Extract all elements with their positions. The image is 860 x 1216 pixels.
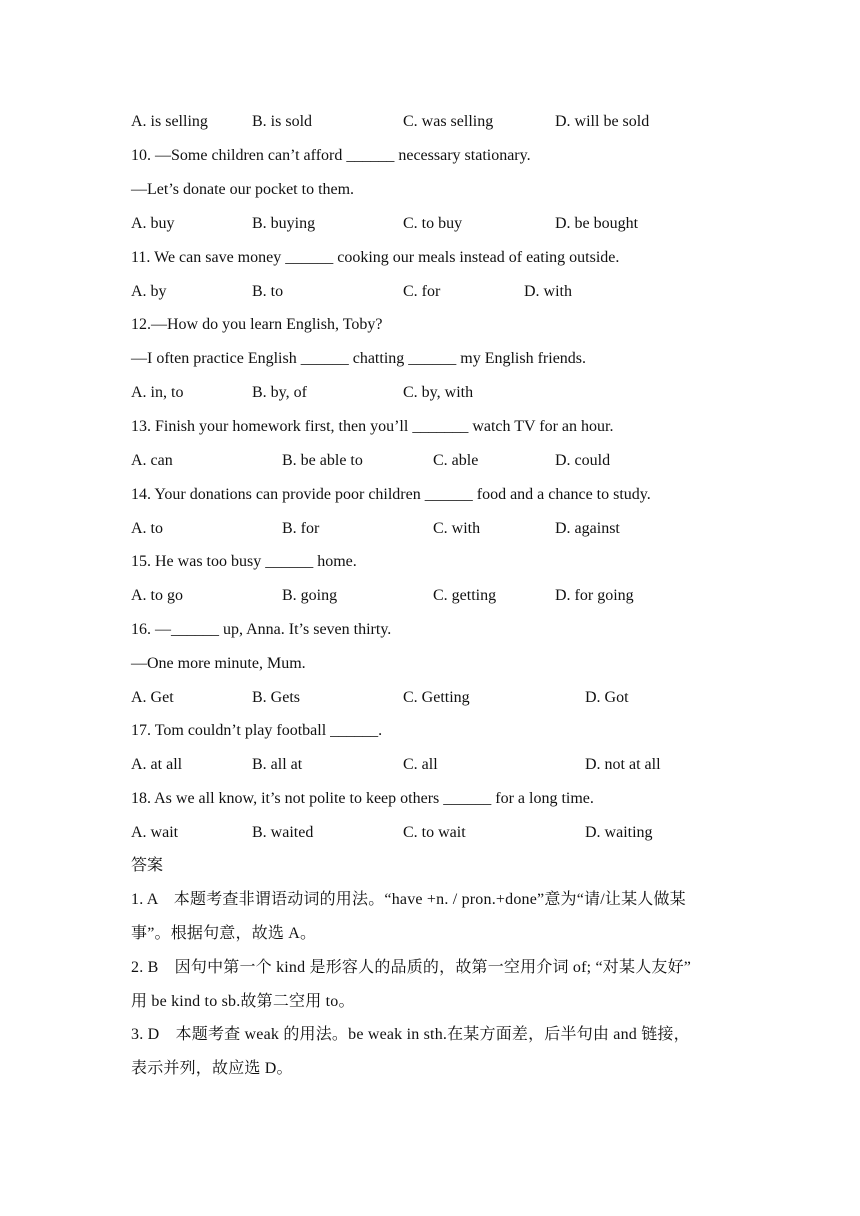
- option-b: B. Gets: [252, 689, 300, 706]
- option-b: B. be able to: [282, 452, 363, 469]
- option-d: D. Got: [585, 689, 629, 706]
- option-b: B. is sold: [252, 113, 313, 130]
- q15-stem: 15. He was too busy ______ home.: [131, 553, 357, 570]
- option-d: D. against: [555, 520, 620, 537]
- option-a: A. is selling: [131, 113, 208, 130]
- option-b: B. to: [252, 283, 284, 300]
- option-a: A. to: [131, 520, 163, 537]
- option-a: A. can: [131, 452, 173, 469]
- option-b: B. buying: [252, 215, 316, 232]
- option-d: D. could: [555, 452, 611, 469]
- option-c: C. Getting: [403, 689, 470, 706]
- option-b: B. waited: [252, 824, 314, 841]
- q14-stem: 14. Your donations can provide poor children ______ food and a chance to study.: [131, 486, 651, 503]
- q16-stem: 16. —______ up, Anna. It’s seven thirty.: [131, 621, 392, 638]
- option-d: D. be bought: [555, 215, 639, 232]
- option-c: C. by, with: [403, 384, 474, 401]
- option-b: B. for: [282, 520, 320, 537]
- q10-reply: —Let’s donate our pocket to them.: [131, 181, 355, 198]
- option-d: D. with: [524, 283, 572, 300]
- q16-reply: —One more minute, Mum.: [131, 655, 306, 672]
- answer-2-line-1: 2. B 因句中第一个 kind 是形容人的品质的，故第一空用介词 of; “对某人友好”: [131, 959, 692, 976]
- option-a: A. at all: [131, 756, 183, 773]
- option-c: C. with: [433, 520, 481, 537]
- option-a: A. Get: [131, 689, 174, 706]
- option-d: D. will be sold: [555, 113, 650, 130]
- q17-stem: 17. Tom couldn’t play football ______.: [131, 722, 383, 739]
- answer-3-line-1: 3. D 本题考查 weak 的用法。be weak in sth.在某方面差，后半句由 and 链接，: [131, 1026, 690, 1043]
- answer-2-line-2: 用 be kind to sb.故第二空用 to。: [131, 993, 355, 1010]
- answers-heading: 答案: [131, 857, 164, 874]
- option-c: C. for: [403, 283, 441, 300]
- answer-3-line-2: 表示并列，故应选 D。: [131, 1060, 293, 1077]
- option-d: D. not at all: [585, 756, 661, 773]
- answer-1-line-2: 事”。根据句意，故选 A。: [131, 925, 317, 942]
- option-a: A. in, to: [131, 384, 184, 401]
- option-a: A. by: [131, 283, 167, 300]
- option-b: B. all at: [252, 756, 303, 773]
- q13-stem: 13. Finish your homework first, then you’ll _______ watch TV for an hour.: [131, 418, 614, 435]
- option-a: A. to go: [131, 587, 183, 604]
- option-a: A. buy: [131, 215, 175, 232]
- option-c: C. all: [403, 756, 438, 773]
- option-c: C. to buy: [403, 215, 463, 232]
- option-c: C. was selling: [403, 113, 494, 130]
- option-b: B. going: [282, 587, 338, 604]
- option-c: C. getting: [433, 587, 497, 604]
- option-c: C. to wait: [403, 824, 466, 841]
- q10-stem: 10. —Some children can’t afford ______ necessary stationary.: [131, 147, 531, 164]
- option-a: A. wait: [131, 824, 179, 841]
- q11-stem: 11. We can save money ______ cooking our meals instead of eating outside.: [131, 249, 620, 266]
- option-d: D. waiting: [585, 824, 653, 841]
- q12-reply: —I often practice English ______ chatting ______ my English friends.: [131, 350, 587, 367]
- option-d: D. for going: [555, 587, 634, 604]
- option-b: B. by, of: [252, 384, 307, 401]
- q18-stem: 18. As we all know, it’s not polite to keep others ______ for a long time.: [131, 790, 594, 807]
- answer-1-line-1: 1. A 本题考查非谓语动词的用法。“have +n. / pron.+done”意为“请/让某人做某: [131, 891, 686, 908]
- q12-stem: 12.—How do you learn English, Toby?: [131, 316, 383, 333]
- option-c: C. able: [433, 452, 479, 469]
